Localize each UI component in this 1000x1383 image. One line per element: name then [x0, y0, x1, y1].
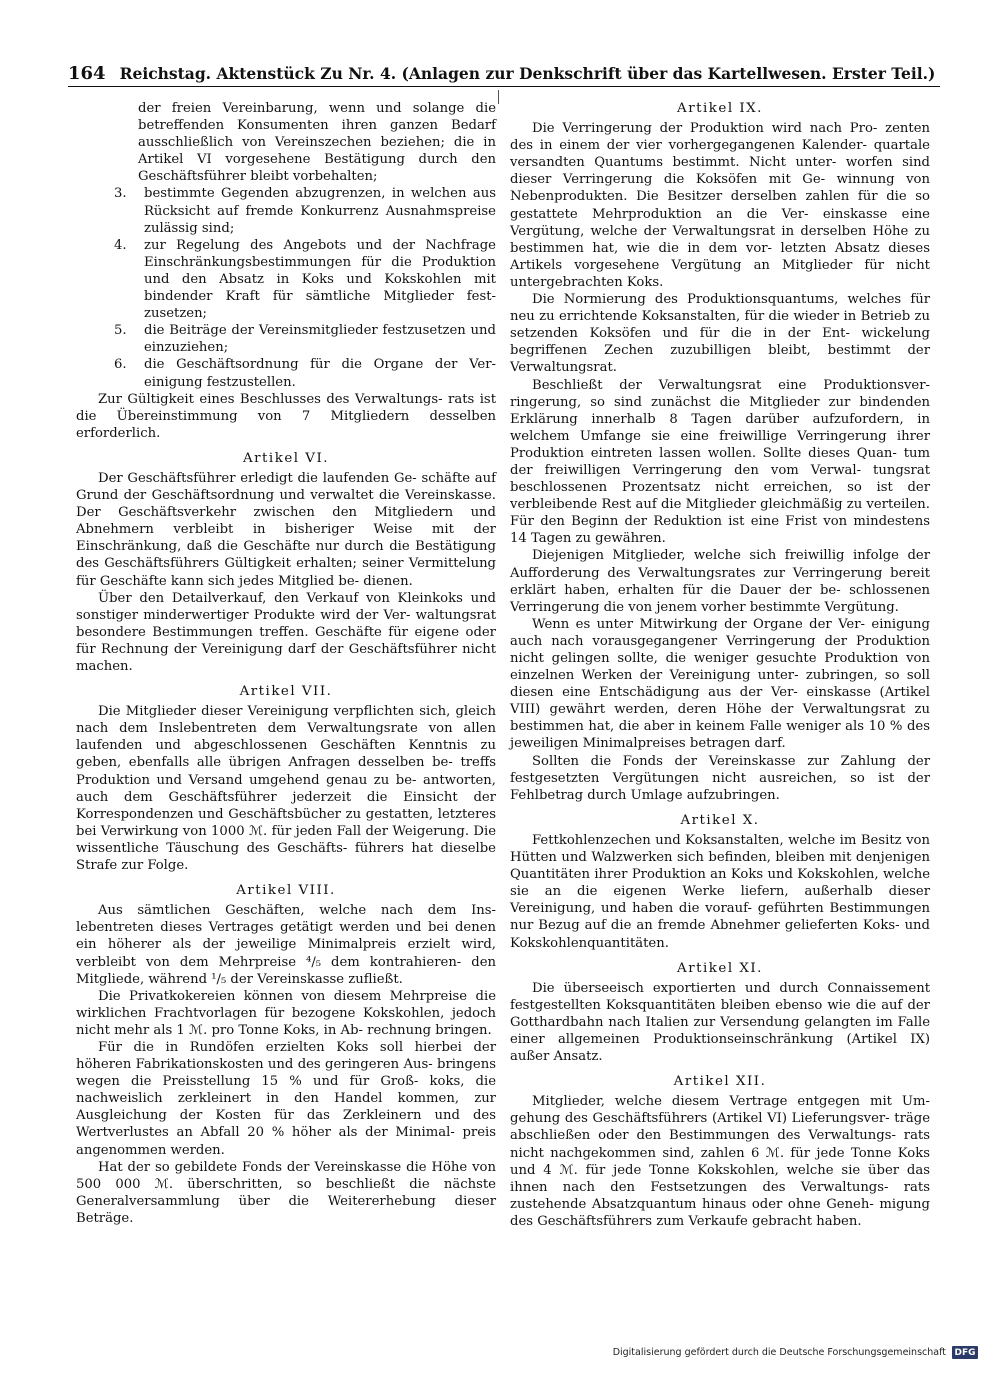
right-column	[510, 100, 930, 1230]
article-heading: Artikel XII.	[673, 1074, 767, 1090]
article-heading: Artikel IX.	[677, 101, 763, 116]
paragraph: Über den Detailverkauf, den Verkauf von Kleinkoks und sonstiger minderwertiger Produkte wird der Ver- waltungsrat besondere Bestimmungen treffen. Geschäfte für eigene oder für Rechnung der Vereinigung darf der Geschäftsführer nicht machen.	[76, 590, 496, 674]
article-heading: Artikel VI.	[242, 450, 330, 466]
list-item-number: 4.	[114, 237, 127, 253]
list-item-text: die Beiträge der Vereinsmitglieder festzusetzen und einzuziehen;	[144, 323, 496, 356]
paragraph: Die Normierung des Produktionsquantums, welches für neu zu errichtende Koksanstalten, für die wieder in Betrieb zu setzenden Koksöfen und für die in der Ent- wickelung begriffenen Zechen zuzubilligen bleibt, bestimmt der Verwaltungsrat.	[510, 292, 930, 376]
paragraph: Zur Gültigkeit eines Beschlusses des Verwaltungs- rats ist die Übereinstimmung von 7 Mitgliedern desselben erforderlich.	[76, 391, 496, 441]
paragraph: Der Geschäftsführer erledigt die laufenden Ge- schäfte auf Grund der Geschäftsordnung und verwaltet die Vereinskasse. Der Geschäftsverkehr zwischen den Mitgliedern und Abnehmern verbleibt in bisheriger Weise mit der Einschränkung, daß die Geschäfte nur durch die Bestätigung des Geschäftsführers Gültigkeit erhalten; seiner Vermittelung für Geschäfte kann sich jedes Mitglied be- dienen.	[76, 470, 496, 589]
article-heading: Artikel VIII.	[236, 883, 336, 899]
paragraph: Wenn es unter Mitwirkung der Organe der Ver- einigung auch nach vorausgegangener Verringerung der Produktion nicht gelingen sollte, die weniger gesuchte Produktion von einzelnen Werken der Vereinigung unter- zubringen, so soll diesen eine Entschädigung aus der Ver- einskasse (Artikel VIII) gewährt werden, deren Höhe der Verwaltungsrat zu bestimmen hat, die aber in keinem Falle weniger als 10 % des jeweiligen Minimalpreises betragen darf.	[510, 616, 930, 752]
dfg-logo	[952, 1346, 978, 1359]
list-item-text: bestimmte Gegenden abzugrenzen, in welchen aus Rücksicht auf fremde Konkurrenz Ausnahmspreise zulässig sind;	[144, 186, 496, 236]
paragraph: Diejenigen Mitglieder, welche sich freiwillig infolge der Aufforderung des Verwaltungsrates zur Verringerung bereit erklärt haben, erhalten für die Dauer der be- schlossenen Verringerung die von jenem vorher bestimmte Vergütung.	[510, 548, 930, 615]
paragraph: Die Mitglieder dieser Vereinigung verpflichten sich, gleich nach dem Inslebentreten dem Verwaltungsrate von allen laufenden und abgeschlossenen Geschäften Kenntnis zu geben, ebenfalls alle übrigen Anfragen desselben be- treffs Produktion und Versand umgehend genau zu be- antworten, auch dem Geschäftsführer jederzeit die Einsicht der Korrespondenzen und Geschäftsbücher zu gestatten, letzteres bei Verwirkung von 1000 ℳ. für jeden Fall der Weigerung. Die wissentliche Täuschung des Geschäfts- führers hat dieselbe Strafe zur Folge.	[76, 704, 496, 874]
page-number: 164	[68, 62, 106, 84]
column-divider	[498, 90, 499, 104]
footer-credit-text: Digitalisierung gefördert durch die Deutsche Forschungsgemeinschaft	[612, 1347, 946, 1358]
paragraph: Fettkohlenzechen und Koksanstalten, welche im Besitz von Hütten und Walzwerken sich befinden, bleiben mit denjenigen Quantitäten ihrer Produktion an Koks und Kokskohlen, welche sie an die eigenen Werke liefern, außerhalb dieser Vereinigung, und haben die vorauf- geführten Bestimmungen nur Bezug auf die an fremde Abnehmer gelieferten Koks- und Kokskohlenquantitäten.	[510, 832, 930, 951]
list-item-number: 3.	[114, 186, 127, 202]
paragraph: Die Privatkokereien können von diesem Mehrpreise die wirklichen Frachtvorlagen für bezogene Kokskohlen, jedoch nicht mehr als 1 ℳ. pro Tonne Koks, in Ab- rechnung bringen.	[76, 988, 496, 1038]
dfg-logo-mark: DFG	[952, 1346, 978, 1359]
paragraph: der freien Vereinbarung, wenn und solange die betreffenden Konsumenten ihren ganzen Bedarf ausschließlich von Vereinszechen beziehen; die in Artikel VI vorgesehene Bestätigung durch den Geschäftsführer bleibt vorbehalten;	[138, 101, 496, 185]
article-heading: Artikel X.	[680, 812, 760, 828]
page-running-title: Reichstag. Aktenstück Zu Nr. 4. (Anlagen zur Denkschrift über das Kartellwesen. Erster Teil.)	[119, 63, 936, 83]
paragraph: Aus sämtlichen Geschäften, welche nach dem Ins- lebentreten dieses Vertrages getätigt werden und bei denen ein höherer als der jeweilige Minimalpreis erzielt wird, verbleibt von dem Mehrpreise ⁴/₅ dem kontrahieren- den Mitgliede, während ¹/₅ der Vereinskasse zufließt.	[76, 903, 496, 987]
paragraph: Für die in Rundöfen erzielten Koks soll hierbei der höheren Fabrikationskosten und des geringeren Aus- bringens wegen die Preisstellung 15 % und für Groß- koks, die nachweislich zerkleinert in den Handel kommen, zur Ausgleichung der Kosten für das Zerkleinern und des Wertverlustes an Abfall 20 % höher als der Minimal- preis angenommen werden.	[76, 1039, 496, 1158]
article-heading: Artikel VII.	[239, 684, 333, 700]
paragraph: Mitglieder, welche diesem Vertrage entgegen mit Um- gehung des Geschäftsführers (Artikel VI) Lieferungsver- träge abschließen oder den Bestimmungen des Verwaltungs- rats nicht nachgekommen sind, zahlen 6 ℳ. für jede Tonne Koks und 4 ℳ. für jede Tonne Kokskohlen, welche sie über das ihnen nach den Festsetzungen des Verwaltungs- rats zustehende Absatzquantum hinaus oder ohne Geneh- migung des Geschäftsführers zum Verkaufe gebracht haben.	[510, 1094, 930, 1229]
list-item-text: zur Regelung des Angebots und der Nachfrage Einschränkungsbestimmungen für die Produktion und den Absatz in Koks und Kokskohlen mit bindender Kraft für sämtliche Mitglieder fest- zusetzen;	[144, 237, 496, 322]
paragraph: Die Verringerung der Produktion wird nach Pro- zenten des in einem der vier vorhergegangenen Kalender- quartale versandten Quantums bestimmt. Nicht unter- worfen sind dieser Verringerung die Koksöfen mit Ge- winnung von Nebenprodukten. Die Besitzer derselben zahlen für die so gestattete Mehrproduktion an die Ver- einskasse eine Vergütung, welche der Verwaltungsrat in derselben Höhe zu bestimmen hat, wie die in dem vor- letzten Absatz dieses Artikels vorgesehene Vergütung an Mitglieder für nicht untergebrachten Koks.	[510, 121, 930, 290]
digitization-footer	[613, 1346, 978, 1359]
paragraph: Hat der so gebildete Fonds der Vereinskasse die Höhe von 500 000 ℳ. überschritten, so beschließt die nächste Generalversammlung über die Weitererhebung dieser Beträge.	[76, 1159, 496, 1226]
paragraph: Beschließt der Verwaltungsrat eine Produktionsver- ringerung, so sind zunächst die Mitglieder zur bindenden Erklärung innerhalb 8 Tagen darüber aufzufordern, in welchem Umfange sie eine freiwillige Verringerung ihrer Produktion eintreten lassen wollen. Sollte dieses Quan- tum der freiwilligen Verringerung den vom Verwal- tungsrat beschlossenen Prozentsatz nicht erreichen, so ist der verbleibende Rest auf die Mitglieder gleichmäßig zu verteilen. Für den Beginn der Reduktion ist eine Frist von mindestens 14 Tagen zu gewähren.	[510, 377, 930, 547]
list-item-text: die Geschäftsordnung für die Organe der Ver- einigung festzustellen.	[144, 357, 496, 390]
list-item-number: 5.	[114, 323, 127, 339]
list-item	[76, 237, 496, 322]
paragraph: Die überseeisch exportierten und durch Connaissement festgestellten Koksquantitäten bleiben ebenso wie die auf der Gotthardbahn nach Italien zur Versendung gelangten im Falle einer allgemeinen Produktionseinschränkung (Artikel IX) außer Ansatz.	[510, 980, 930, 1065]
article-heading: Artikel XI.	[677, 960, 763, 976]
list-item	[76, 185, 496, 236]
list-item	[76, 322, 496, 356]
list-item-number: 6.	[114, 357, 127, 373]
page-header	[68, 60, 940, 87]
paragraph: Sollten die Fonds der Vereinskasse zur Zahlung der festgesetzten Vergütungen nicht ausreichen, so ist der Fehlbetrag durch Umlage aufzubringen.	[510, 753, 930, 803]
list-item	[76, 356, 496, 390]
left-column	[76, 100, 496, 1227]
